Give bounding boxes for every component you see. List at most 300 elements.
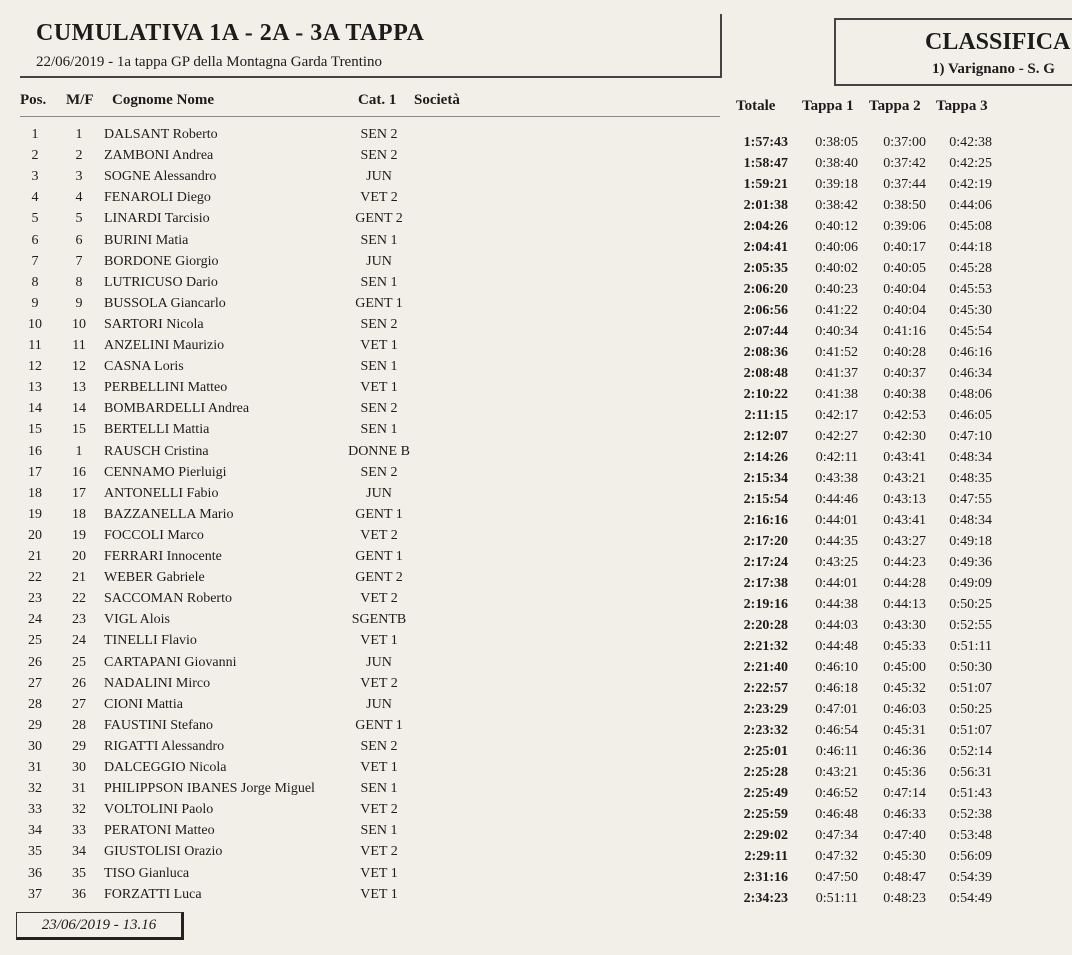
stage2-time: 0:40:38	[883, 387, 926, 402]
stage1-time: 0:47:34	[815, 828, 858, 843]
stage3-time: 0:46:16	[949, 345, 992, 360]
total-time: 2:08:48	[743, 366, 788, 381]
mf-rank: 23	[72, 612, 86, 628]
stage1-time: 0:44:48	[815, 639, 858, 654]
position: 6	[31, 232, 39, 248]
stage1-time: 0:44:03	[815, 618, 858, 633]
athlete-name: PERBELLINI Matteo	[104, 380, 228, 396]
stage3-time: 0:52:55	[949, 618, 992, 633]
stage3-time: 0:45:54	[949, 324, 992, 339]
athlete-name: BUSSOLA Giancarlo	[104, 295, 226, 311]
stage3-time: 0:42:25	[949, 156, 992, 171]
stage2-time: 0:46:36	[883, 744, 926, 759]
athlete-name: RIGATTI Alessandro	[104, 738, 225, 754]
athlete-name: NADALINI Mirco	[104, 675, 211, 691]
stage1-time: 0:41:22	[815, 303, 858, 318]
position: 33	[28, 802, 42, 818]
col-header-tappa2: Tappa 2	[869, 98, 921, 114]
mf-rank: 2	[75, 148, 83, 164]
total-time: 2:15:54	[743, 492, 788, 507]
stage3-time: 0:51:43	[949, 786, 992, 801]
stage3-time: 0:49:18	[949, 534, 992, 549]
category: VET 2	[360, 802, 398, 818]
stage2-time: 0:45:36	[883, 765, 926, 780]
category: GENT 1	[355, 295, 403, 311]
category: GENT 1	[355, 549, 403, 564]
mf-rank: 13	[72, 380, 86, 396]
stage2-time: 0:45:30	[883, 849, 926, 864]
stage3-time: 0:44:06	[949, 198, 992, 213]
position: 35	[28, 844, 42, 860]
col-header-tappa3: Tappa 3	[936, 98, 988, 114]
athlete-name: BAZZANELLA Mario	[104, 506, 234, 522]
stage3-time: 0:50:30	[949, 660, 992, 675]
category: VET 1	[360, 380, 398, 396]
category: SEN 1	[360, 422, 398, 438]
mf-rank: 24	[72, 633, 86, 649]
stage1-time: 0:38:42	[815, 198, 858, 213]
position: 7	[31, 253, 39, 269]
athlete-name: VIGL Alois	[104, 612, 170, 628]
total-time: 2:05:35	[743, 261, 788, 276]
stage1-time: 0:42:17	[815, 408, 858, 423]
stage3-time: 0:48:35	[949, 471, 992, 486]
category: SEN 2	[360, 464, 398, 480]
mf-rank: 29	[72, 738, 86, 754]
mf-rank: 7	[75, 253, 83, 269]
stage2-time: 0:41:16	[883, 324, 926, 339]
position: 21	[28, 549, 42, 564]
total-time: 2:25:01	[743, 744, 788, 759]
total-time: 2:25:28	[743, 765, 788, 780]
mf-rank: 4	[75, 190, 83, 206]
position: 36	[28, 865, 42, 881]
athlete-name: LINARDI Tarcisio	[104, 211, 210, 227]
stage3-time: 0:51:11	[949, 639, 992, 654]
stage1-time: 0:47:01	[815, 702, 858, 717]
stage3-time: 0:46:34	[949, 366, 992, 381]
stage1-time: 0:39:18	[815, 177, 858, 192]
athlete-name: ZAMBONI Andrea	[104, 148, 214, 164]
total-time: 2:17:38	[743, 576, 788, 591]
mf-rank: 12	[72, 359, 86, 375]
stage3-time: 0:46:05	[949, 408, 992, 423]
stage3-time: 0:45:28	[949, 261, 992, 276]
athlete-name: ANZELINI Maurizio	[104, 338, 225, 353]
stage3-time: 0:53:48	[949, 828, 992, 843]
stage3-time: 0:47:10	[949, 429, 992, 444]
category: GENT 1	[355, 506, 403, 522]
athlete-name: BORDONE Giorgio	[104, 253, 219, 269]
total-time: 2:23:29	[743, 702, 788, 717]
stage1-time: 0:46:52	[815, 786, 858, 801]
position: 29	[28, 717, 42, 733]
col-header-totale: Totale	[736, 98, 776, 114]
total-time: 2:06:20	[743, 282, 788, 297]
stage2-time: 0:45:31	[883, 723, 926, 738]
mf-rank: 14	[72, 401, 86, 417]
stage3-time: 0:48:34	[949, 513, 992, 528]
stage2-time: 0:40:04	[883, 282, 926, 297]
total-time: 2:04:41	[743, 240, 788, 255]
category: JUN	[366, 169, 392, 185]
stage1-time: 0:40:06	[815, 240, 858, 255]
stage1-time: 0:46:10	[815, 660, 858, 675]
total-time: 2:34:23	[743, 891, 788, 906]
total-time: 2:21:32	[743, 639, 788, 654]
mf-rank: 35	[72, 865, 86, 881]
athlete-name: TINELLI Flavio	[104, 633, 197, 649]
stage3-time: 0:54:49	[949, 891, 992, 906]
position: 24	[28, 612, 42, 628]
stage3-time: 0:45:30	[949, 303, 992, 318]
stage1-time: 0:44:01	[815, 576, 858, 591]
total-time: 2:29:02	[743, 828, 788, 843]
print-timestamp: 23/06/2019 - 13.16	[16, 912, 184, 940]
stage2-time: 0:37:44	[883, 177, 926, 192]
stage3-time: 0:45:08	[949, 219, 992, 234]
stage2-time: 0:42:30	[883, 429, 926, 444]
category: DONNE B	[348, 443, 410, 459]
mf-rank: 9	[75, 295, 83, 311]
total-time: 2:04:26	[743, 219, 788, 234]
position: 1	[31, 127, 39, 142]
category: SEN 1	[360, 232, 398, 248]
stage1-time: 0:46:18	[815, 681, 858, 696]
category: SEN 2	[360, 316, 398, 332]
stage2-time: 0:40:17	[883, 240, 926, 255]
category: SEN 1	[360, 274, 398, 290]
stage2-time: 0:45:00	[883, 660, 926, 675]
athlete-name: FOCCOLI Marco	[104, 527, 204, 543]
mf-rank: 3	[75, 169, 83, 185]
total-time: 2:25:59	[743, 807, 788, 822]
stage3-time: 0:47:55	[949, 492, 992, 507]
stage2-time: 0:45:33	[883, 639, 926, 654]
stage1-time: 0:46:11	[815, 744, 858, 759]
athlete-name: BOMBARDELLI Andrea	[104, 401, 250, 417]
category: SEN 1	[360, 781, 398, 797]
mf-rank: 27	[72, 696, 86, 712]
category: VET 2	[360, 591, 398, 607]
category: SEN 2	[360, 127, 398, 142]
position: 13	[28, 380, 42, 396]
total-time: 2:25:49	[743, 786, 788, 801]
stage1-time: 0:47:32	[815, 849, 858, 864]
stage1-time: 0:42:11	[815, 450, 858, 465]
category: SEN 2	[360, 738, 398, 754]
mf-rank: 11	[72, 338, 86, 353]
stage2-time: 0:46:33	[883, 807, 926, 822]
athlete-name: GIUSTOLISI Orazio	[104, 844, 223, 860]
total-time: 2:29:11	[744, 849, 788, 864]
position: 26	[28, 654, 42, 670]
position: 8	[31, 274, 39, 290]
mf-rank: 25	[72, 654, 86, 670]
total-time: 2:08:36	[743, 345, 788, 360]
stage3-time: 0:49:36	[949, 555, 992, 570]
mf-rank: 10	[72, 316, 86, 332]
position: 31	[28, 760, 42, 775]
total-time: 2:23:32	[743, 723, 788, 738]
position: 2	[31, 148, 39, 164]
athlete-name: FORZATTI Luca	[104, 886, 202, 902]
stage2-time: 0:43:30	[883, 618, 926, 633]
athlete-name: CIONI Mattia	[104, 696, 183, 712]
position: 11	[28, 338, 42, 353]
stage3-time: 0:51:07	[949, 723, 992, 738]
stage2-time: 0:43:13	[883, 492, 926, 507]
stage2-time: 0:40:05	[883, 261, 926, 276]
athlete-name: SOGNE Alessandro	[104, 169, 217, 185]
category: VET 2	[360, 844, 398, 860]
stage2-time: 0:47:14	[883, 786, 926, 801]
col-header-cat: Cat. 1	[358, 92, 397, 108]
total-time: 2:21:40	[743, 660, 788, 675]
position: 22	[28, 570, 42, 586]
stage2-time: 0:43:41	[883, 450, 926, 465]
mf-rank: 19	[72, 527, 86, 543]
total-time: 2:14:26	[743, 450, 788, 465]
position: 27	[28, 675, 42, 691]
classifica-title: CLASSIFICA	[925, 29, 1071, 55]
stage3-time: 0:49:09	[949, 576, 992, 591]
total-time: 1:59:21	[743, 177, 788, 192]
stage2-time: 0:44:23	[883, 555, 926, 570]
category: VET 1	[360, 760, 398, 775]
category: SEN 2	[360, 401, 398, 417]
athlete-name: CARTAPANI Giovanni	[104, 654, 237, 670]
category: GENT 1	[355, 717, 403, 733]
header-rule	[20, 116, 720, 117]
category: SGENTB	[351, 612, 407, 628]
col-header-pos: Pos.	[20, 92, 47, 108]
total-time: 2:01:38	[743, 198, 788, 213]
stage2-time: 0:37:00	[883, 135, 926, 150]
category: SEN 1	[360, 359, 398, 375]
stage3-time: 0:56:31	[949, 765, 992, 780]
stage1-time: 0:46:54	[815, 723, 858, 738]
stage2-time: 0:43:27	[883, 534, 926, 549]
position: 32	[28, 781, 42, 797]
stage2-time: 0:47:40	[883, 828, 926, 843]
position: 18	[28, 485, 42, 501]
stage1-time: 0:41:37	[815, 366, 858, 381]
mf-rank: 5	[75, 211, 83, 227]
stage1-time: 0:43:38	[815, 471, 858, 486]
position: 16	[28, 443, 42, 459]
stage2-time: 0:42:53	[883, 408, 926, 423]
stage1-time: 0:51:11	[815, 891, 858, 906]
stage3-time: 0:44:18	[949, 240, 992, 255]
category: VET 2	[360, 190, 398, 206]
category: JUN	[366, 654, 392, 670]
stage3-time: 0:51:07	[949, 681, 992, 696]
mf-rank: 18	[72, 506, 86, 522]
stage2-time: 0:38:50	[883, 198, 926, 213]
stage3-time: 0:54:39	[949, 870, 992, 885]
col-header-tappa1: Tappa 1	[802, 98, 854, 114]
stage1-time: 0:43:25	[815, 555, 858, 570]
mf-rank: 34	[72, 844, 86, 860]
total-time: 2:17:24	[743, 555, 788, 570]
mf-rank: 36	[72, 886, 86, 902]
mf-rank: 17	[72, 485, 86, 501]
mf-rank: 1	[75, 443, 83, 459]
stage2-time: 0:48:47	[883, 870, 926, 885]
mf-rank: 8	[75, 274, 83, 290]
mf-rank: 28	[72, 717, 86, 733]
position: 20	[28, 527, 42, 543]
position: 37	[28, 886, 42, 902]
stage2-time: 0:39:06	[883, 219, 926, 234]
stage1-time: 0:44:46	[815, 492, 858, 507]
total-time: 2:15:34	[743, 471, 788, 486]
mf-rank: 31	[72, 781, 86, 797]
category: VET 1	[360, 865, 398, 881]
position: 9	[31, 295, 39, 311]
total-time: 2:12:07	[743, 429, 788, 444]
mf-rank: 30	[72, 760, 86, 775]
position: 25	[28, 633, 42, 649]
stage1-time: 0:44:01	[815, 513, 858, 528]
stage1-time: 0:47:50	[815, 870, 858, 885]
total-time: 2:06:56	[743, 303, 788, 318]
category: SEN 1	[360, 823, 398, 839]
position: 30	[28, 738, 42, 754]
category: GENT 2	[355, 211, 403, 227]
stage1-time: 0:41:38	[815, 387, 858, 402]
athlete-name: SARTORI Nicola	[104, 316, 204, 332]
position: 19	[28, 506, 42, 522]
page-title: CUMULATIVA 1A - 2A - 3A TAPPA	[36, 20, 425, 46]
stage2-time: 0:48:23	[883, 891, 926, 906]
athlete-name: FENAROLI Diego	[104, 190, 211, 206]
stage1-time: 0:40:23	[815, 282, 858, 297]
position: 17	[28, 464, 42, 480]
athlete-name: BERTELLI Mattia	[104, 422, 210, 438]
stage2-time: 0:44:28	[883, 576, 926, 591]
category: JUN	[366, 253, 392, 269]
athlete-name: RAUSCH Cristina	[104, 443, 209, 459]
stage2-time: 0:45:32	[883, 681, 926, 696]
mf-rank: 6	[75, 232, 83, 248]
athlete-name: FERRARI Innocente	[104, 549, 222, 564]
stage1-time: 0:40:34	[815, 324, 858, 339]
total-time: 2:19:16	[743, 597, 788, 612]
classifica-subtitle: 1) Varignano - S. G	[932, 61, 1055, 77]
athlete-name: VOLTOLINI Paolo	[104, 802, 214, 818]
stage2-time: 0:37:42	[883, 156, 926, 171]
athlete-name: PERATONI Matteo	[104, 823, 215, 839]
stage1-time: 0:42:27	[815, 429, 858, 444]
athlete-name: LUTRICUSO Dario	[104, 274, 218, 290]
stage2-time: 0:44:13	[883, 597, 926, 612]
stage1-time: 0:44:38	[815, 597, 858, 612]
stage2-time: 0:40:04	[883, 303, 926, 318]
mf-rank: 26	[72, 675, 86, 691]
stage3-time: 0:42:38	[949, 135, 992, 150]
position: 28	[28, 696, 42, 712]
athlete-name: WEBER Gabriele	[104, 570, 205, 586]
total-time: 2:10:22	[743, 387, 788, 402]
total-time: 2:11:15	[744, 408, 788, 423]
stage3-time: 0:52:38	[949, 807, 992, 822]
mf-rank: 15	[72, 422, 86, 438]
mf-rank: 33	[72, 823, 86, 839]
stage3-time: 0:45:53	[949, 282, 992, 297]
stage2-time: 0:43:41	[883, 513, 926, 528]
stage1-time: 0:43:21	[815, 765, 858, 780]
athlete-name: TISO Gianluca	[104, 865, 190, 881]
mf-rank: 22	[72, 591, 86, 607]
col-header-mf: M/F	[66, 92, 94, 108]
total-time: 2:07:44	[743, 324, 788, 339]
stage3-time: 0:56:09	[949, 849, 992, 864]
stage2-time: 0:43:21	[883, 471, 926, 486]
stage2-time: 0:40:37	[883, 366, 926, 381]
athlete-name: BURINI Matia	[104, 232, 189, 248]
position: 10	[28, 316, 42, 332]
stage2-time: 0:40:28	[883, 345, 926, 360]
category: JUN	[366, 485, 392, 501]
athlete-name: PHILIPPSON IBANES Jorge Miguel	[104, 781, 315, 797]
mf-rank: 21	[72, 570, 86, 586]
category: VET 2	[360, 527, 398, 543]
col-header-name: Cognome Nome	[112, 92, 215, 108]
page-subtitle: 22/06/2019 - 1a tappa GP della Montagna Garda Trentino	[36, 54, 383, 70]
stage1-time: 0:38:05	[815, 135, 858, 150]
mf-rank: 1	[75, 127, 83, 142]
col-header-societa: Società	[414, 92, 460, 108]
athlete-name: CASNA Loris	[104, 359, 184, 375]
category: VET 1	[360, 633, 398, 649]
mf-rank: 20	[72, 549, 86, 564]
stage1-time: 0:41:52	[815, 345, 858, 360]
total-time: 1:57:43	[743, 135, 788, 150]
position: 23	[28, 591, 42, 607]
stage3-time: 0:52:14	[949, 744, 992, 759]
position: 34	[28, 823, 42, 839]
category: GENT 2	[355, 570, 403, 586]
mf-rank: 16	[72, 464, 86, 480]
stage1-time: 0:46:48	[815, 807, 858, 822]
stage3-time: 0:48:34	[949, 450, 992, 465]
athlete-name: DALSANT Roberto	[104, 127, 218, 142]
position: 4	[31, 190, 39, 206]
category: VET 1	[360, 338, 398, 353]
stage3-time: 0:50:25	[949, 597, 992, 612]
total-time: 2:16:16	[743, 513, 788, 528]
athlete-name: ANTONELLI Fabio	[104, 485, 219, 501]
stage2-time: 0:46:03	[883, 702, 926, 717]
athlete-name: CENNAMO Pierluigi	[104, 464, 227, 480]
mf-rank: 32	[72, 802, 86, 818]
total-time: 2:17:20	[743, 534, 788, 549]
stage1-time: 0:44:35	[815, 534, 858, 549]
position: 5	[31, 211, 39, 227]
total-time: 1:58:47	[743, 156, 788, 171]
position: 12	[28, 359, 42, 375]
athlete-name: DALCEGGIO Nicola	[104, 760, 227, 775]
category: VET 1	[360, 886, 398, 902]
position: 3	[31, 169, 39, 185]
category: JUN	[366, 696, 392, 712]
total-time: 2:31:16	[743, 870, 788, 885]
stage1-time: 0:40:02	[815, 261, 858, 276]
athlete-name: SACCOMAN Roberto	[104, 591, 232, 607]
category: VET 2	[360, 675, 398, 691]
